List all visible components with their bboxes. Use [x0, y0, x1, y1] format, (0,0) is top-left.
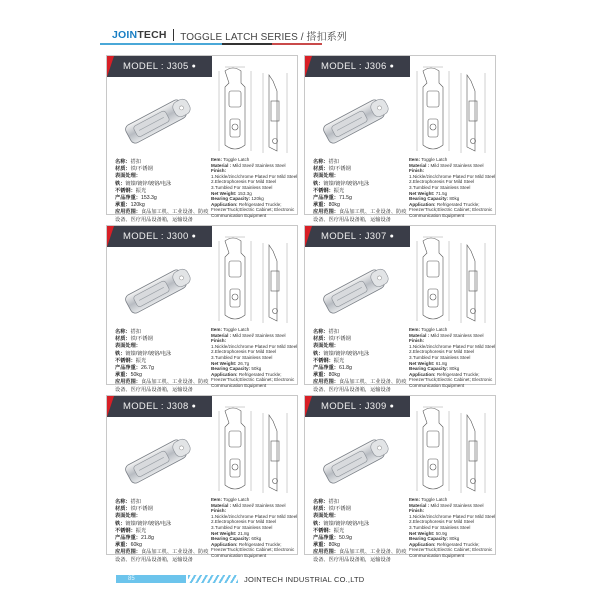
value: 铁/不锈钢: [328, 166, 351, 173]
label: 承重：: [313, 372, 329, 379]
value: 50kg: [251, 366, 262, 372]
label: 应用范围：: [313, 549, 339, 556]
label: Net Weight:: [409, 530, 436, 536]
value: 食品加工机、工业设备、防疫设备、医疗用品设备箱，运输设备: [313, 209, 407, 223]
product-photo: [317, 256, 397, 326]
spec-application-row: [115, 549, 210, 563]
model-bar: [305, 56, 410, 77]
spec-iron-row: [313, 181, 408, 188]
brand-logo: [112, 29, 167, 41]
spec-chinese: [115, 329, 210, 394]
value: 镀镍/镀锌/镀铬/电泳: [323, 520, 370, 527]
label: 应用范围：: [115, 549, 141, 556]
label: 铁：: [115, 520, 126, 527]
label: Material :: [211, 332, 233, 338]
spec-chinese: [115, 159, 210, 224]
model-bar: [107, 396, 212, 417]
spec-iron-row: [115, 181, 210, 188]
value: 80kg: [449, 536, 460, 542]
value: 120kg: [251, 196, 264, 202]
value: 21.8g: [140, 535, 154, 542]
product-photo: [119, 426, 199, 496]
value: 80kg: [449, 196, 460, 202]
spec-english: [211, 157, 299, 219]
label: 表面处理：: [313, 173, 339, 180]
bullet-icon: ●: [389, 63, 394, 70]
label: 铁：: [115, 180, 126, 187]
model-label: MODEL : J307: [321, 231, 387, 242]
label: 材质：: [115, 166, 131, 173]
finish-line-1: 1.Nickle/zinc/chrome Plated For Mild Steel: [409, 173, 496, 179]
value: Refrigerated Truckle; FreezerTruck;Electric Cabinet; Electronic Communication Equipment: [211, 371, 295, 388]
value: Mild Steel/ Stainless Steel: [430, 332, 484, 338]
label: Net Weight:: [409, 190, 436, 196]
finish-line-2: 2.Electrophoresis For Mild Steel: [409, 519, 475, 525]
value: 铁/不锈钢: [328, 506, 351, 513]
spec-chinese: [115, 499, 210, 564]
value: 80kg: [328, 542, 340, 549]
value: 食品加工机、工业设备、防疫设备、医疗用品设备箱，运输设备: [115, 209, 209, 223]
spec-stainless-row: [115, 358, 210, 365]
product-photo: [119, 86, 199, 156]
spec-application-row: [409, 372, 497, 389]
label: 产品净重：: [115, 195, 141, 202]
label: Bearing Capacity:: [211, 196, 252, 202]
label: 表面处理：: [313, 513, 339, 520]
label: 铁：: [313, 350, 324, 357]
label: Application:: [409, 371, 437, 377]
spec-english: [409, 157, 497, 219]
label: Material :: [409, 332, 431, 338]
label: 承重：: [115, 202, 131, 209]
finish-line-1: 1.Nickle/zinc/chrome Plated For Mild Steel: [211, 343, 298, 349]
company-name: JOINTECH INDUSTRIAL CO.,LTD: [244, 574, 365, 584]
label: 应用范围：: [313, 379, 339, 386]
label: Item:: [409, 497, 422, 502]
red-corner: [107, 396, 114, 417]
value: 61.8g: [435, 360, 448, 366]
model-label: MODEL : J300: [123, 231, 189, 242]
label: 名称：: [115, 499, 131, 505]
finish-line-3: 3.Tumbled For Stainless Steel: [211, 524, 273, 530]
label: Bearing Capacity:: [211, 536, 252, 542]
label: Item:: [211, 157, 224, 162]
spec-iron-row: [115, 521, 210, 528]
label: Net Weight:: [211, 530, 238, 536]
spec-stainless-row: [313, 528, 408, 535]
spec-application-row: [409, 542, 497, 559]
value: 镀镍/镀锌/镀铬/电泳: [323, 350, 370, 357]
value: 铁/不锈钢: [328, 336, 351, 343]
value: 50.9g: [338, 535, 352, 542]
value: 搭扣: [130, 499, 141, 505]
finish-line-2: 2.Electrophoresis For Mild Steel: [211, 179, 277, 185]
spec-english: [409, 327, 497, 389]
label: 不锈钢：: [313, 527, 334, 534]
bullet-icon: ●: [191, 403, 196, 410]
value: 振光: [135, 527, 147, 534]
value: Toggle Latch: [223, 327, 250, 332]
label: 不锈钢：: [115, 527, 136, 534]
label: Bearing Capacity:: [211, 366, 252, 372]
spec-application-row: [211, 202, 299, 219]
spec-finish-row: [313, 513, 408, 520]
label: 材质：: [313, 336, 329, 343]
label: Application:: [211, 371, 239, 377]
value: 搭扣: [328, 499, 339, 505]
label: 产品净重：: [115, 535, 141, 542]
finish-line-3: 3.Tumbled For Stainless Steel: [409, 354, 471, 360]
spec-application-row: [211, 542, 299, 559]
value: 60kg: [130, 542, 142, 549]
value: 振光: [135, 187, 147, 194]
value: 搭扣: [328, 159, 339, 165]
spec-stainless-row: [115, 528, 210, 535]
value: Refrigerated Truckle; FreezerTruck;Electric Cabinet; Electronic Communication Equipment: [409, 541, 493, 558]
spec-stainless-row: [313, 358, 408, 365]
value: 搭扣: [328, 329, 339, 335]
bullet-icon: ●: [191, 233, 196, 240]
product-card: [106, 225, 298, 393]
label: Net Weight:: [211, 360, 238, 366]
spec-application-row: [211, 372, 299, 389]
technical-drawing: [405, 231, 495, 331]
label: 承重：: [313, 202, 329, 209]
label: 铁：: [313, 520, 324, 527]
spec-english: [211, 497, 299, 559]
page-number: 85: [116, 575, 186, 583]
value: 60kg: [251, 536, 262, 542]
label: 名称：: [313, 159, 329, 165]
value: 振光: [333, 187, 345, 194]
label: Material :: [211, 502, 233, 508]
value: 振光: [333, 357, 345, 364]
technical-drawing: [405, 61, 495, 161]
label: 不锈钢：: [115, 357, 136, 364]
label: 铁：: [115, 350, 126, 357]
label: Bearing Capacity:: [409, 196, 450, 202]
label: Finish:: [409, 508, 425, 514]
label: 产品净重：: [115, 365, 141, 372]
label: 名称：: [115, 329, 131, 335]
spec-stainless-row: [313, 188, 408, 195]
label: 表面处理：: [313, 343, 339, 350]
finish-line-1: 1.Nickle/zinc/chrome Plated For Mild Steel: [409, 513, 496, 519]
value: 食品加工机、工业设备、防疫设备、医疗用品设备箱，运输设备: [313, 379, 407, 393]
model-label: MODEL : J308: [123, 401, 189, 412]
spec-chinese: [313, 329, 408, 394]
finish-line-3: 3.Tumbled For Stainless Steel: [409, 524, 471, 530]
label: 承重：: [115, 542, 131, 549]
product-photo: [317, 426, 397, 496]
header-rule-red: [272, 43, 322, 45]
finish-line-1: 1.Nickle/zinc/chrome Plated For Mild Steel: [409, 343, 496, 349]
label: 应用范围：: [313, 209, 339, 216]
label: 应用范围：: [115, 209, 141, 216]
model-label: MODEL : J309: [321, 401, 387, 412]
label: 名称：: [115, 159, 131, 165]
model-label: MODEL : J305: [123, 61, 189, 72]
technical-drawing: [207, 401, 297, 501]
value: Refrigerated Truckle; FreezerTruck;Electric Cabinet; Electronic Communication Equipment: [409, 201, 493, 218]
spec-finish-row: [115, 513, 210, 520]
page-header: [112, 27, 347, 43]
label: 不锈钢：: [313, 187, 334, 194]
value: Refrigerated Truckle; FreezerTruck;Electric Cabinet; Electronic Communication Equipment: [211, 541, 295, 558]
bullet-icon: ●: [191, 63, 196, 70]
product-card: [304, 225, 496, 393]
value: Toggle Latch: [421, 157, 448, 162]
brand-part-2: TECH: [137, 29, 167, 41]
spec-application-row: [115, 209, 210, 223]
value: 21.8g: [237, 530, 250, 536]
value: 50.9g: [435, 530, 448, 536]
value: Toggle Latch: [223, 497, 250, 502]
finish-line-2: 2.Electrophoresis For Mild Steel: [409, 349, 475, 355]
label: Item:: [211, 327, 224, 332]
label: 产品净重：: [313, 535, 339, 542]
value: Mild Steel/ Stainless Steel: [232, 162, 286, 168]
value: Mild Steel/ Stainless Steel: [430, 502, 484, 508]
value: Mild Steel/ Stainless Steel: [430, 162, 484, 168]
value: 80kg: [328, 372, 340, 379]
value: 26.7g: [140, 365, 154, 372]
label: 不锈钢：: [313, 357, 334, 364]
label: 材质：: [313, 166, 329, 173]
spec-application-row: [313, 379, 408, 393]
product-card: [304, 395, 496, 563]
value: 振光: [333, 527, 345, 534]
spec-finish-row: [313, 343, 408, 350]
value: 铁/不锈钢: [130, 506, 153, 513]
spec-english: [409, 497, 497, 559]
spec-application-row: [313, 549, 408, 563]
label: 名称：: [313, 329, 329, 335]
series-title: TOGGLE LATCH SERIES / 搭扣系列: [180, 31, 347, 43]
page-footer: [116, 575, 364, 583]
label: 材质：: [115, 506, 131, 513]
spec-finish-row: [115, 343, 210, 350]
value: 振光: [135, 357, 147, 364]
product-photo: [317, 86, 397, 156]
label: 产品净重：: [313, 365, 339, 372]
label: Material :: [409, 162, 431, 168]
value: Refrigerated Truckle; FreezerTruck;Electric Cabinet; Electronic Communication Equipment: [211, 201, 295, 218]
label: Item:: [409, 327, 422, 332]
value: Toggle Latch: [223, 157, 250, 162]
spec-application-row: [409, 202, 497, 219]
finish-line-1: 1.Nickle/zinc/chrome Plated For Mild Steel: [211, 173, 298, 179]
value: 食品加工机、工业设备、防疫设备、医疗用品设备箱，运输设备: [115, 549, 209, 563]
stripe-decoration: [188, 575, 238, 583]
red-corner: [305, 396, 312, 417]
label: Finish:: [211, 338, 227, 344]
value: 80kg: [328, 202, 340, 209]
label: 表面处理：: [115, 343, 141, 350]
value: 镀镍/镀锌/镀铬/电泳: [125, 520, 172, 527]
value: 镀镍/镀锌/镀铬/电泳: [125, 350, 172, 357]
label: 产品净重：: [313, 195, 339, 202]
finish-line-1: 1.Nickle/zinc/chrome Plated For Mild Steel: [211, 513, 298, 519]
product-photo: [119, 256, 199, 326]
value: Mild Steel/ Stainless Steel: [232, 502, 286, 508]
value: 71.5g: [435, 190, 448, 196]
label: Bearing Capacity:: [409, 536, 450, 542]
label: 不锈钢：: [115, 187, 136, 194]
label: 应用范围：: [115, 379, 141, 386]
label: Item:: [211, 497, 224, 502]
label: Finish:: [409, 168, 425, 174]
value: Mild Steel/ Stainless Steel: [232, 332, 286, 338]
spec-application-row: [115, 379, 210, 393]
spec-iron-row: [115, 351, 210, 358]
finish-line-3: 3.Tumbled For Stainless Steel: [211, 184, 273, 190]
value: 搭扣: [130, 159, 141, 165]
value: 镀镍/镀锌/镀铬/电泳: [125, 180, 172, 187]
product-card: [106, 55, 298, 223]
model-label: MODEL : J306: [321, 61, 387, 72]
label: Material :: [211, 162, 233, 168]
model-bar: [107, 226, 212, 247]
red-corner: [107, 56, 114, 77]
value: Toggle Latch: [421, 327, 448, 332]
spec-english: [211, 327, 299, 389]
product-card: [304, 55, 496, 223]
label: 承重：: [313, 542, 329, 549]
technical-drawing: [405, 401, 495, 501]
label: 名称：: [313, 499, 329, 505]
label: 材质：: [313, 506, 329, 513]
bullet-icon: ●: [389, 403, 394, 410]
spec-application-row: [313, 209, 408, 223]
label: 表面处理：: [115, 513, 141, 520]
value: 食品加工机、工业设备、防疫设备、医疗用品设备箱，运输设备: [115, 379, 209, 393]
label: Application:: [211, 201, 239, 207]
label: Item:: [409, 157, 422, 162]
label: 承重：: [115, 372, 131, 379]
technical-drawing: [207, 231, 297, 331]
label: Application:: [409, 541, 437, 547]
value: 铁/不锈钢: [130, 336, 153, 343]
value: 50kg: [130, 372, 142, 379]
finish-line-3: 3.Tumbled For Stainless Steel: [409, 184, 471, 190]
value: 铁/不锈钢: [130, 166, 153, 173]
value: 153.3g: [140, 195, 157, 202]
value: 153.3g: [237, 190, 252, 196]
value: Toggle Latch: [421, 497, 448, 502]
label: 材质：: [115, 336, 131, 343]
label: Bearing Capacity:: [409, 366, 450, 372]
label: Net Weight:: [211, 190, 238, 196]
red-corner: [107, 226, 114, 247]
finish-line-2: 2.Electrophoresis For Mild Steel: [211, 349, 277, 355]
model-bar: [107, 56, 212, 77]
spec-iron-row: [313, 351, 408, 358]
model-bar: [305, 396, 410, 417]
header-divider: [173, 29, 175, 41]
label: Finish:: [211, 168, 227, 174]
label: Finish:: [211, 508, 227, 514]
label: Material :: [409, 502, 431, 508]
value: 61.8g: [338, 365, 352, 372]
finish-line-3: 3.Tumbled For Stainless Steel: [211, 354, 273, 360]
spec-finish-row: [115, 173, 210, 180]
value: 26.7g: [237, 360, 250, 366]
value: 食品加工机、工业设备、防疫设备、医疗用品设备箱，运输设备: [313, 549, 407, 563]
value: 搭扣: [130, 329, 141, 335]
spec-chinese: [313, 499, 408, 564]
finish-line-2: 2.Electrophoresis For Mild Steel: [409, 179, 475, 185]
spec-stainless-row: [115, 188, 210, 195]
label: Application:: [409, 201, 437, 207]
product-card: [106, 395, 298, 563]
red-corner: [305, 56, 312, 77]
spec-iron-row: [313, 521, 408, 528]
value: 71.5g: [338, 195, 352, 202]
red-corner: [305, 226, 312, 247]
spec-finish-row: [313, 173, 408, 180]
brand-part-1: JOIN: [112, 29, 138, 41]
label: 铁：: [313, 180, 324, 187]
label: 表面处理：: [115, 173, 141, 180]
value: 120kg: [130, 202, 145, 209]
value: 80kg: [449, 366, 460, 372]
label: Finish:: [409, 338, 425, 344]
spec-chinese: [313, 159, 408, 224]
value: Refrigerated Truckle; FreezerTruck;Electric Cabinet; Electronic Communication Equipment: [409, 371, 493, 388]
value: 镀镍/镀锌/镀铬/电泳: [323, 180, 370, 187]
finish-line-2: 2.Electrophoresis For Mild Steel: [211, 519, 277, 525]
header-rule-blue: [100, 43, 222, 45]
model-bar: [305, 226, 410, 247]
technical-drawing: [207, 61, 297, 161]
label: Net Weight:: [409, 360, 436, 366]
bullet-icon: ●: [389, 233, 394, 240]
label: Application:: [211, 541, 239, 547]
